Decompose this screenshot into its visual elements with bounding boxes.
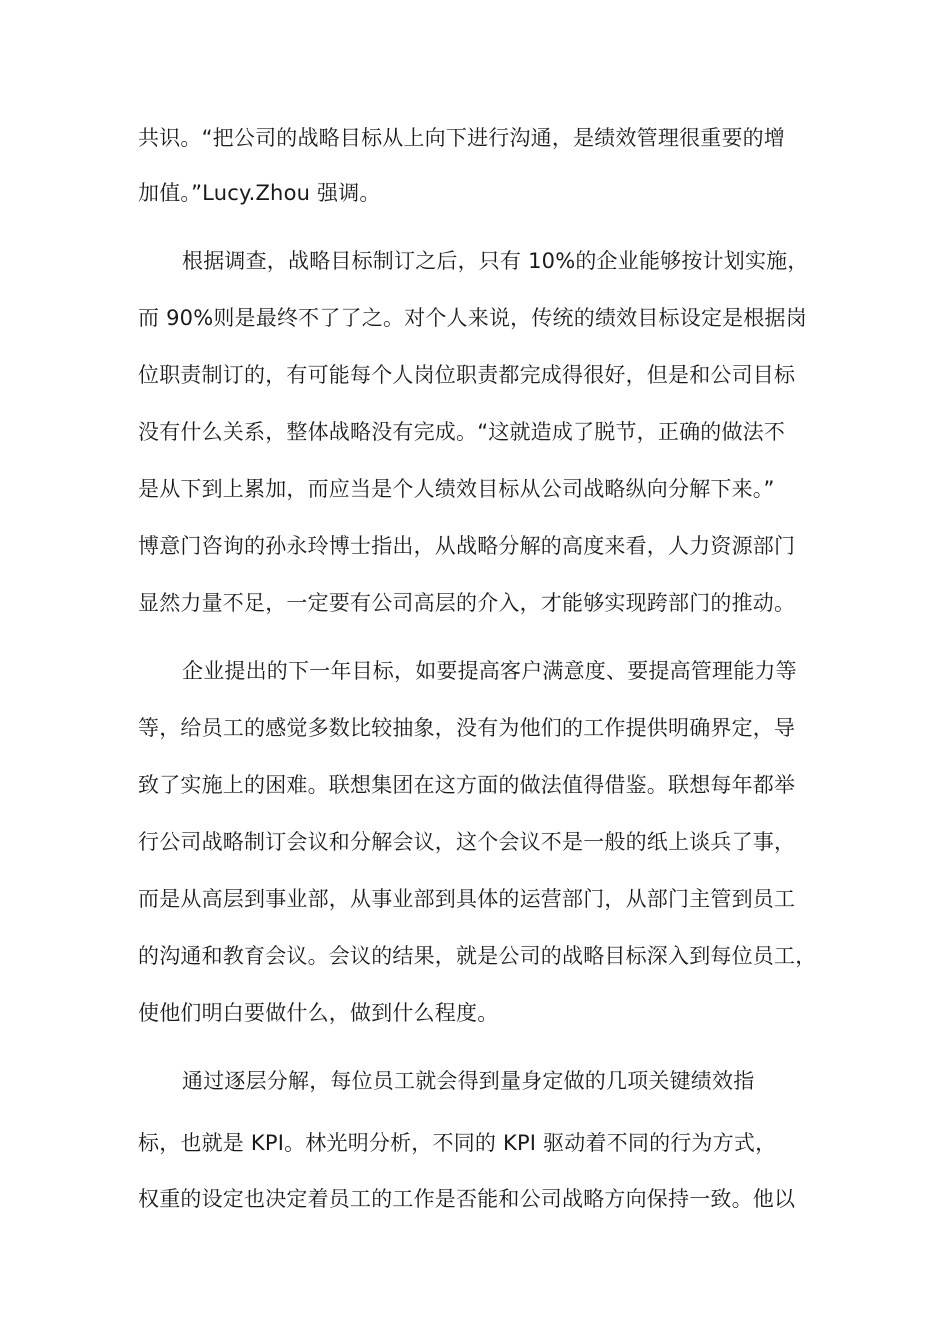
paragraph-2-line-1: 根据调查，战略目标制订之后，只有 10%的企业能够按计划实施， <box>182 249 809 273</box>
paragraph-3-line-7: 使他们明白要做什么，做到什么程度。 <box>138 1001 499 1025</box>
paragraph-3-line-5: 而是从高层到事业部，从事业部到具体的运营部门，从部门主管到员工 <box>138 887 796 911</box>
paragraph-4-line-1: 通过逐层分解，每位员工就会得到量身定做的几项关键绩效指 <box>182 1069 755 1093</box>
paragraph-1-line-2: 加值。”Lucy.Zhou 强调。 <box>138 181 381 205</box>
paragraph-3-line-3: 致了实施上的困难。联想集团在这方面的做法值得借鉴。联想每年都举 <box>138 773 796 797</box>
paragraph-1-line-1: 共识。“把公司的战略目标从上向下进行沟通，是绩效管理很重要的增 <box>138 126 786 150</box>
paragraph-3-line-1: 企业提出的下一年目标，如要提高客户满意度、要提高管理能力等 <box>182 659 797 683</box>
paragraph-5-line-1: 标，也就是 KPI。林光明分析，不同的 KPI 驱动着不同的行为方式， <box>138 1131 777 1155</box>
paragraph-2-line-4: 没有什么关系，整体战略没有完成。“这就造成了脱节，正确的做法不 <box>138 420 786 444</box>
paragraph-3-line-6: 的沟通和教育会议。会议的结果，就是公司的战略目标深入到每位员工， <box>138 944 817 968</box>
paragraph-3-line-4: 行公司战略制订会议和分解会议，这个会议不是一般的纸上谈兵了事， <box>138 830 796 854</box>
paragraph-2-line-3: 位职责制订的，有可能每个人岗位职责都完成得很好，但是和公司目标 <box>138 363 796 387</box>
paragraph-3-line-2: 等，给员工的感觉多数比较抽象，没有为他们的工作提供明确界定，导 <box>138 716 796 740</box>
paragraph-2-line-6: 博意门咨询的孙永玲博士指出，从战略分解的高度来看，人力资源部门 <box>138 534 796 558</box>
paragraph-5-line-2: 权重的设定也决定着员工的工作是否能和公司战略方向保持一致。他以 <box>138 1187 796 1211</box>
paragraph-2-line-5: 是从下到上累加，而应当是个人绩效目标从公司战略纵向分解下来。” <box>138 477 775 501</box>
paragraph-2-line-2: 而 90%则是最终不了了之。对个人来说，传统的绩效目标设定是根据岗 <box>138 306 807 330</box>
paragraph-2-line-7: 显然力量不足，一定要有公司高层的介入，才能够实现跨部门的推动。 <box>138 591 796 615</box>
